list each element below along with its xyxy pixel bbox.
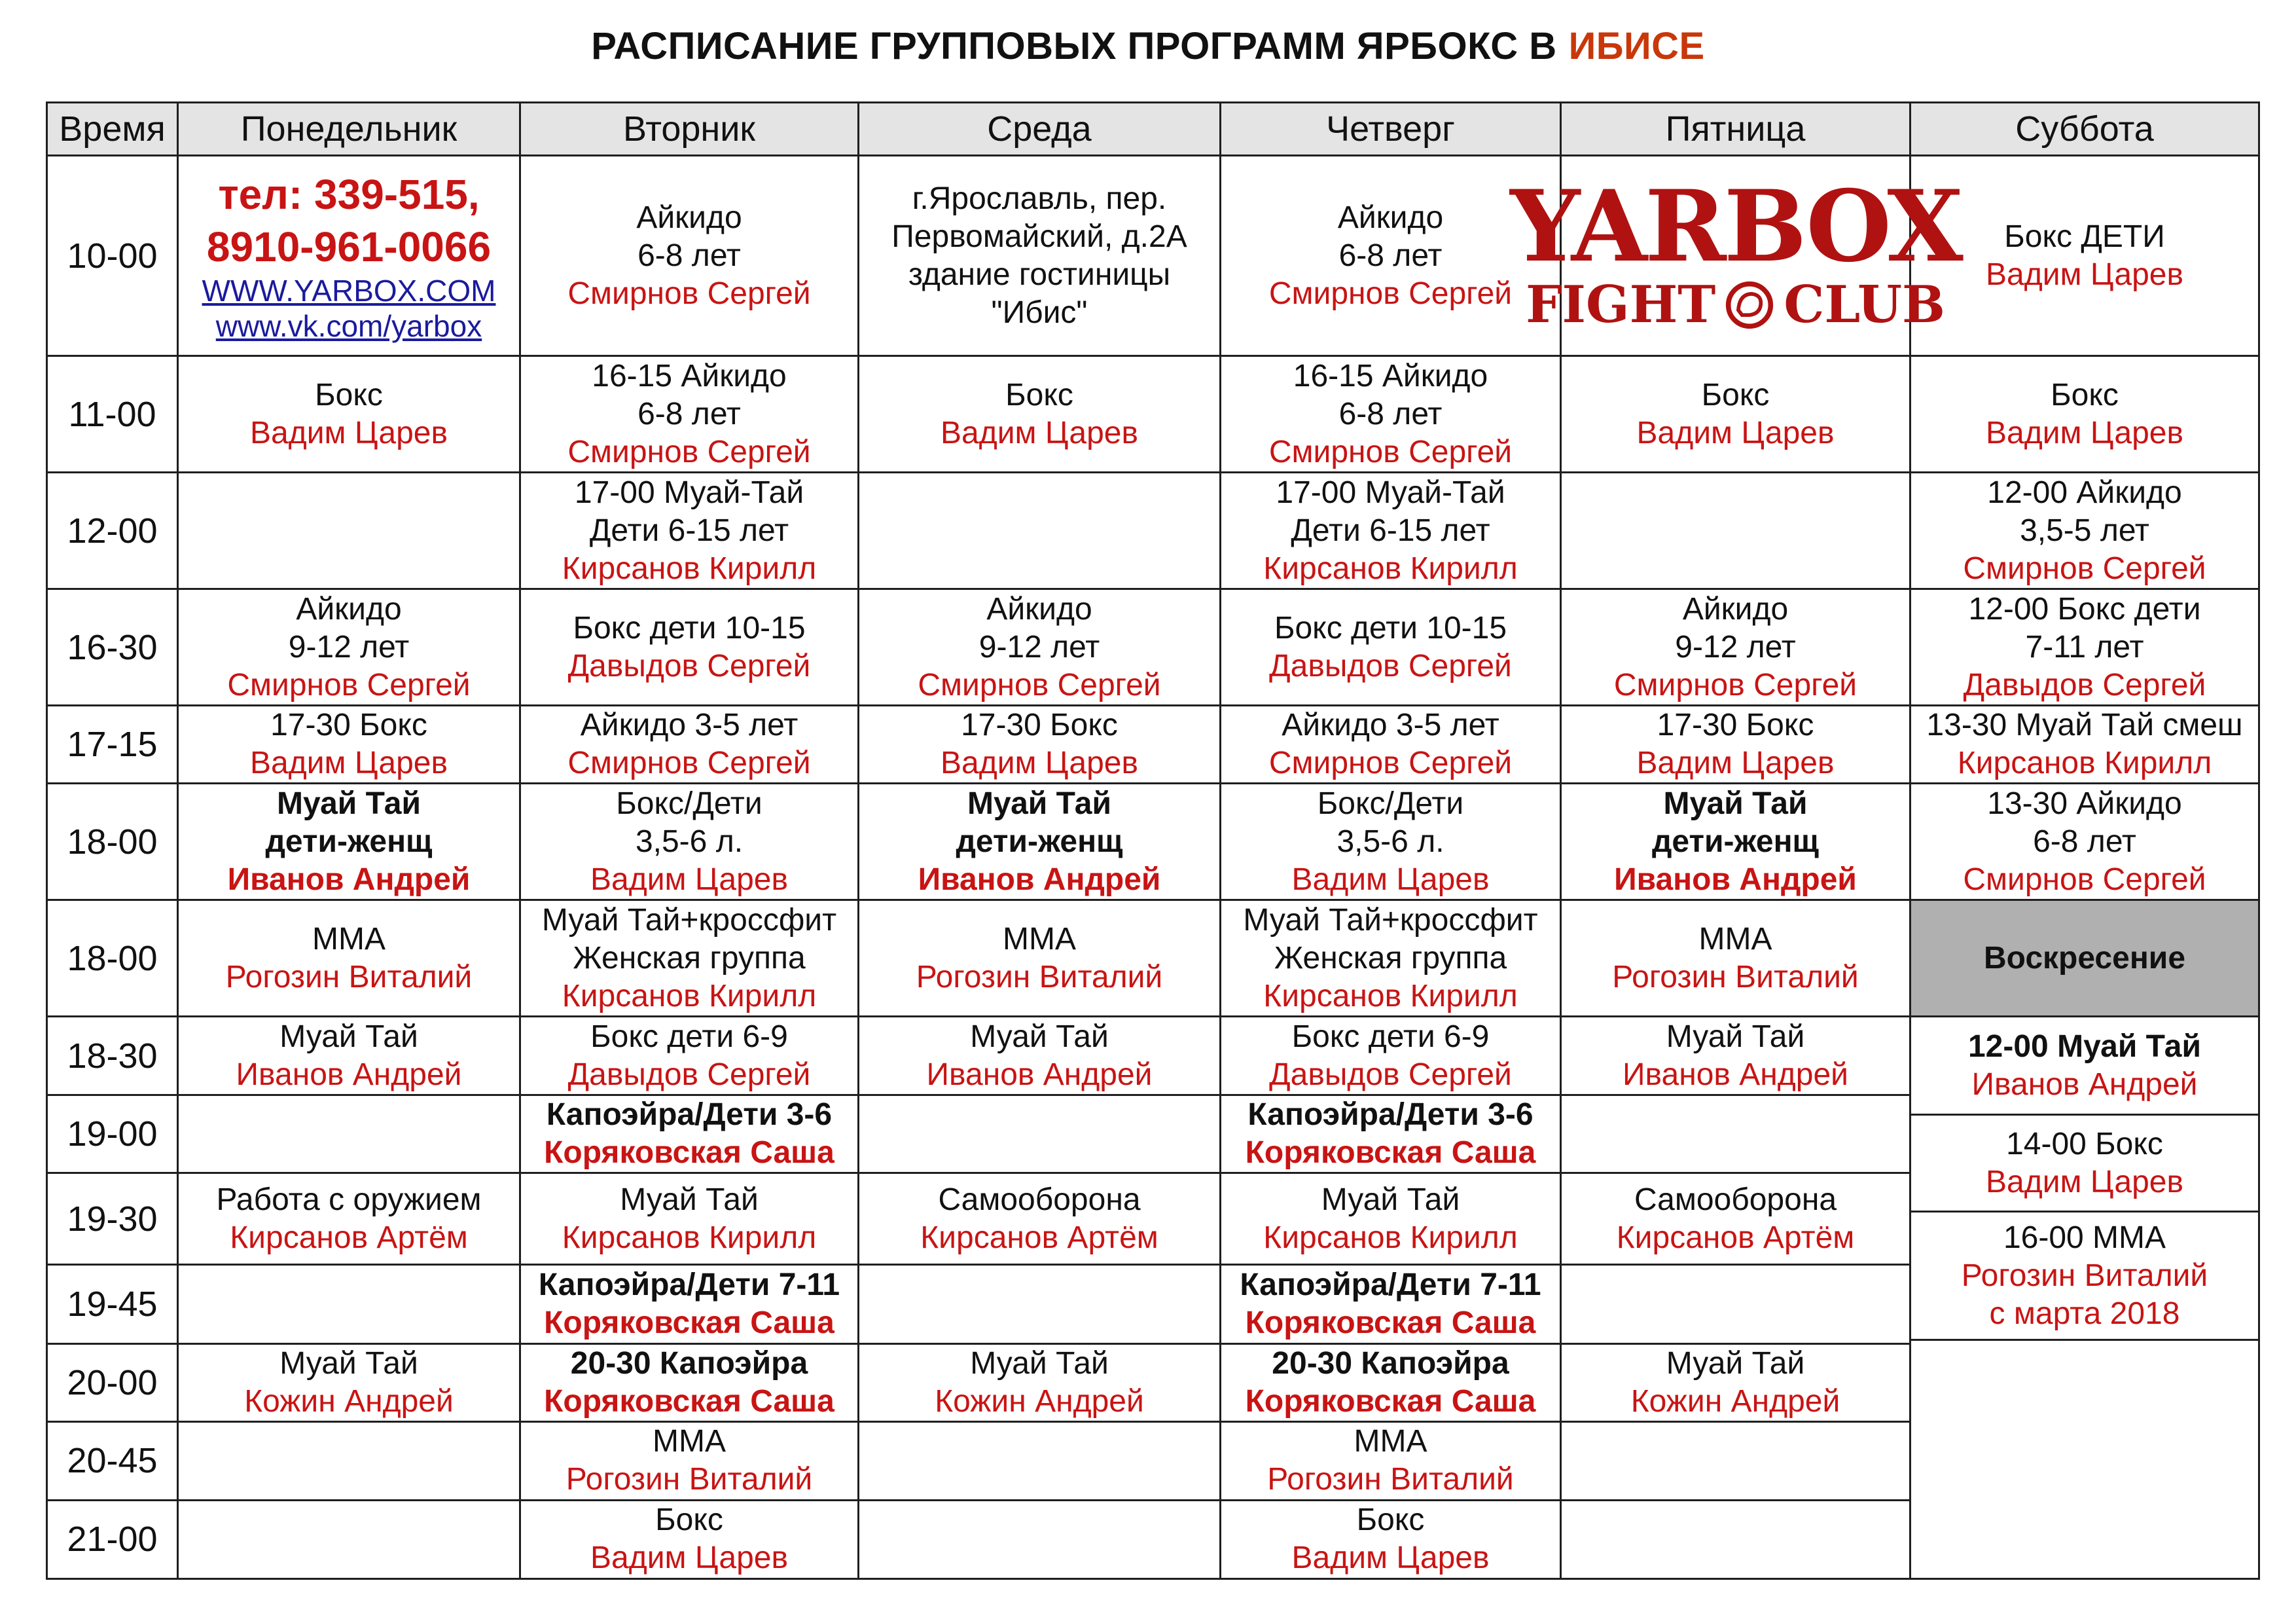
schedule-cell-thu — [1221, 356, 1561, 473]
schedule-cell-thu — [1221, 1017, 1561, 1095]
trainer-name: Давыдов Сергей — [567, 648, 811, 684]
header-monday: Понедельник — [178, 103, 520, 156]
class-text: Дети 6-15 лет — [589, 513, 789, 548]
trainer-name: Коряковская Саша — [1245, 1135, 1536, 1171]
trainer-name: Вадим Царев — [1636, 415, 1835, 450]
class-text: Айкидо — [296, 591, 402, 627]
class-text: ММА — [1354, 1424, 1427, 1459]
class-text: Бокс дети 10-15 — [573, 610, 806, 646]
trainer-name: Смирнов Сергей — [227, 667, 471, 702]
schedule-cell-mon — [178, 1343, 520, 1421]
schedule-cell-tue — [520, 1421, 859, 1500]
trainer-name: Рогозин Виталий — [225, 959, 473, 994]
phone-text: 8910-961-0066 — [206, 223, 492, 270]
class-text: 6-8 лет — [1338, 396, 1443, 431]
class-text: Бокс — [315, 377, 383, 412]
trainer-name: Коряковская Саша — [544, 1383, 834, 1419]
class-text: Муай Тай — [620, 1182, 759, 1217]
schedule-cell-tue — [520, 1500, 859, 1578]
class-text: Муай Тай — [277, 786, 421, 821]
schedule-cell-tue — [520, 1095, 859, 1173]
schedule-cell-fri — [1561, 1017, 1910, 1095]
time-cell: 10-00 — [47, 156, 178, 356]
schedule-cell-thu — [1221, 784, 1561, 900]
schedule-cell-tue — [520, 900, 859, 1017]
schedule-cell-thu — [1221, 473, 1561, 589]
time-cell: 21-00 — [47, 1500, 178, 1578]
time-cell: 11-00 — [47, 356, 178, 473]
trainer-name: Вадим Царев — [1291, 1541, 1490, 1576]
schedule-row — [47, 473, 2259, 589]
schedule-cell-thu — [1221, 589, 1561, 706]
schedule-row — [47, 706, 2259, 784]
class-text: Дети 6-15 лет — [1291, 513, 1490, 548]
schedule-cell-wed — [859, 1017, 1221, 1095]
time-cell: 20-45 — [47, 1421, 178, 1500]
trainer-name: Вадим Царев — [940, 415, 1138, 450]
trainer-name: Иванов Андрей — [918, 862, 1161, 897]
trainer-name: Вадим Царев — [590, 862, 788, 897]
class-text: Муай Тай — [970, 1019, 1109, 1054]
trainer-name: Давыдов Сергей — [567, 1057, 811, 1092]
trainer-name: Кирсанов Кирилл — [562, 551, 817, 586]
class-text: Бокс — [1356, 1503, 1425, 1538]
sunday-schedule-cell — [1910, 1017, 2259, 1579]
trainer-name: Вадим Царев — [1291, 862, 1490, 897]
header-wednesday: Среда — [859, 103, 1221, 156]
contact-cell — [178, 156, 520, 356]
phone-text: тел: 339-515, — [218, 170, 480, 218]
trainer-name: Вадим Царев — [1985, 257, 2183, 292]
sunday-label: Воскресение — [1983, 940, 2186, 976]
schedule-cell-tue — [520, 706, 859, 784]
class-text: Муай Тай+кроссфит — [541, 902, 837, 938]
class-text: Самооборона — [1634, 1182, 1837, 1217]
schedule-cell-sat — [1910, 784, 2259, 900]
schedule-cell-wed — [859, 784, 1221, 900]
schedule-cell-fri — [1561, 784, 1910, 900]
schedule-cell-fri — [1561, 589, 1910, 706]
class-text: Бокс дети 6-9 — [590, 1019, 788, 1054]
sunday-item — [1911, 1017, 2258, 1116]
page-title — [0, 0, 2296, 92]
class-text: 12-00 Бокс дети — [1968, 591, 2201, 627]
header-tuesday: Вторник — [520, 103, 859, 156]
schedule-cell-mon — [178, 784, 520, 900]
class-text: 16-15 Айкидо — [592, 358, 787, 393]
class-text: 13-30 Муай Тай смеш — [1926, 708, 2243, 742]
schedule-cell-fri — [1561, 1265, 1910, 1343]
class-text: 16-15 Айкидо — [1293, 358, 1488, 393]
schedule-cell-wed — [859, 1173, 1221, 1265]
schedule-cell-thu — [1221, 1265, 1561, 1343]
class-text: Айкидо — [1337, 200, 1444, 235]
trainer-name: Кирсанов Кирилл — [1263, 1220, 1518, 1255]
schedule-cell-tue — [520, 1343, 859, 1421]
class-text: ММА — [653, 1424, 726, 1459]
schedule-cell-mon — [178, 900, 520, 1017]
title-main: РАСПИСАНИЕ ГРУППОВЫХ ПРОГРАММ ЯРБОКС В — [591, 24, 1557, 67]
schedule-row — [47, 156, 2259, 356]
trainer-name: Кожин Андрей — [935, 1383, 1144, 1419]
class-text: Бокс дети 10-15 — [1274, 610, 1507, 646]
schedule-table — [46, 101, 2260, 1580]
class-text: 3,5-6 л. — [635, 824, 744, 859]
schedule-row — [47, 1017, 2259, 1095]
class-text: 6-8 лет — [2033, 824, 2136, 859]
trainer-name: Смирнов Сергей — [1963, 862, 2206, 897]
class-text: 16-00 ММА — [2003, 1220, 2166, 1255]
sunday-header-cell — [1910, 900, 2259, 1017]
trainer-name: Рогозин Виталий — [916, 959, 1163, 994]
class-text: Работа с оружием — [216, 1182, 482, 1217]
class-text: Капоэйра/Дети 7-11 — [1240, 1267, 1541, 1302]
schedule-cell-fri — [1561, 356, 1910, 473]
class-text: Муай Тай — [1321, 1182, 1460, 1217]
trainer-name: Смирнов Сергей — [1268, 746, 1513, 780]
class-text: Капоэйра/Дети 3-6 — [1247, 1097, 1534, 1133]
schedule-cell-mon — [178, 356, 520, 473]
class-text: Муай Тай — [1663, 786, 1808, 821]
header-row — [47, 103, 2259, 156]
class-text: Капоэйра/Дети 7-11 — [538, 1267, 840, 1302]
schedule-cell-mon — [178, 1265, 520, 1343]
address-line: г.Ярославль, пер. — [912, 181, 1167, 216]
time-cell: 18-00 — [47, 784, 178, 900]
schedule-cell-mon — [178, 1095, 520, 1173]
class-text: Муай Тай — [967, 786, 1111, 821]
class-text: ММА — [312, 921, 386, 957]
class-text: Бокс/Дети — [616, 786, 762, 821]
class-text: Бокс — [655, 1503, 723, 1538]
header-thursday: Четверг — [1221, 103, 1561, 156]
schedule-row — [47, 900, 2259, 1017]
trainer-name: Смирнов Сергей — [1963, 551, 2206, 586]
schedule-cell-fri — [1561, 473, 1910, 589]
trainer-name: Рогозин Виталий — [1961, 1258, 2208, 1293]
class-text: Муай Тай — [279, 1345, 418, 1381]
trainer-name: Смирнов Сергей — [567, 276, 811, 311]
schedule-cell-thu — [1221, 1500, 1561, 1578]
time-cell: 19-45 — [47, 1265, 178, 1343]
trainer-name: Вадим Царев — [1636, 746, 1835, 780]
time-cell: 18-00 — [47, 900, 178, 1017]
class-text: 7-11 лет — [2025, 629, 2144, 665]
address-line: здание гостиницы — [908, 257, 1171, 292]
trainer-name: Смирнов Сергей — [567, 434, 811, 469]
yarbox-logo — [1510, 168, 1961, 335]
class-text: 13-30 Айкидо — [1987, 786, 2182, 821]
schedule-row — [47, 784, 2259, 900]
time-cell: 18-30 — [47, 1017, 178, 1095]
class-text: 6-8 лет — [637, 238, 741, 273]
class-text: 6-8 лет — [637, 396, 741, 431]
boxing-glove-icon — [1725, 280, 1774, 330]
class-text: Бокс/Дети — [1317, 786, 1464, 821]
schedule-cell-mon — [178, 1421, 520, 1500]
class-text: Женская группа — [573, 940, 806, 976]
trainer-name: Иванов Андрей — [1614, 862, 1857, 897]
class-text: дети-женщ — [1651, 824, 1820, 859]
class-text: 17-30 Бокс — [1657, 708, 1814, 742]
trainer-name: Кирсанов Артём — [920, 1220, 1158, 1255]
trainer-name: Иванов Андрей — [236, 1057, 462, 1092]
class-text: Бокс — [2051, 377, 2119, 412]
schedule-cell-tue — [520, 473, 859, 589]
logo-wordmark: YARBOX — [1510, 168, 1961, 284]
class-text: Капоэйра/Дети 3-6 — [546, 1097, 833, 1133]
schedule-cell-thu — [1221, 1095, 1561, 1173]
class-text: 9-12 лет — [978, 629, 1100, 665]
sunday-list — [1911, 1017, 2258, 1578]
schedule-cell-tue — [520, 1265, 859, 1343]
time-cell: 19-00 — [47, 1095, 178, 1173]
class-text: Муай Тай+кроссфит — [1243, 902, 1538, 938]
logo-club: CLUB — [1784, 274, 1945, 335]
class-text: 9-12 лет — [288, 629, 410, 665]
trainer-name: Рогозин Виталий — [1612, 959, 1859, 994]
trainer-name: Коряковская Саша — [1245, 1383, 1536, 1419]
schedule-cell-tue — [520, 156, 859, 356]
class-text: Айкидо 3-5 лет — [580, 708, 798, 742]
class-text: Айкидо — [636, 200, 742, 235]
schedule-cell-fri — [1561, 1421, 1910, 1500]
class-text: 12-00 Муай Тай — [1967, 1029, 2201, 1064]
schedule-cell-fri — [1561, 1500, 1910, 1578]
address-line: Первомайский, д.2А — [891, 219, 1187, 254]
class-text: ММА — [1698, 921, 1772, 957]
trainer-name: Вадим Царев — [249, 746, 448, 780]
time-cell: 20-00 — [47, 1343, 178, 1421]
class-text: Муай Тай — [1666, 1019, 1805, 1054]
schedule-cell-wed — [859, 1265, 1221, 1343]
schedule-cell-wed — [859, 1500, 1221, 1578]
trainer-name: Вадим Царев — [1985, 415, 2183, 450]
class-text: дети-женщ — [956, 824, 1123, 859]
trainer-name: Вадим Царев — [940, 746, 1138, 780]
schedule-cell-thu — [1221, 1173, 1561, 1265]
class-text: Муай Тай — [970, 1345, 1109, 1381]
class-text: Айкидо 3-5 лет — [1282, 708, 1499, 742]
trainer-name: Давыдов Сергей — [1269, 648, 1512, 684]
schedule-cell-mon — [178, 706, 520, 784]
class-text: Айкидо — [986, 591, 1092, 627]
class-text: 20-30 Капоэйра — [1272, 1345, 1509, 1381]
class-text: 6-8 лет — [1338, 238, 1443, 273]
schedule-cell-tue — [520, 784, 859, 900]
time-cell: 12-00 — [47, 473, 178, 589]
logo-cell — [1510, 156, 1961, 356]
trainer-name: Кирсанов Кирилл — [1263, 978, 1518, 1013]
class-text: 14-00 Бокс — [2006, 1126, 2163, 1161]
trainer-name: Коряковская Саша — [544, 1305, 834, 1340]
schedule-cell-fri — [1561, 1095, 1910, 1173]
address-cell — [859, 156, 1221, 356]
class-text: Женская группа — [1274, 940, 1507, 976]
trainer-name: Кирсанов Артём — [1616, 1220, 1855, 1255]
trainer-name: Иванов Андрей — [926, 1057, 1153, 1092]
class-text: 9-12 лет — [1675, 629, 1796, 665]
schedule-cell-sat — [1910, 356, 2259, 473]
sunday-item — [1911, 1213, 2258, 1341]
header-friday: Пятница — [1561, 103, 1910, 156]
schedule-cell-wed — [859, 900, 1221, 1017]
trainer-name: Коряковская Саша — [1245, 1305, 1536, 1340]
class-text: Самооборона — [938, 1182, 1141, 1217]
class-text: 20-30 Капоэйра — [570, 1345, 808, 1381]
sunday-item — [1911, 1116, 2258, 1213]
schedule-row — [47, 356, 2259, 473]
schedule-cell-wed — [859, 706, 1221, 784]
trainer-name: Давыдов Сергей — [1269, 1057, 1512, 1092]
header-saturday: Суббота — [1910, 103, 2259, 156]
title-accent: ИБИСЕ — [1568, 24, 1705, 67]
time-cell: 17-15 — [47, 706, 178, 784]
class-text: Бокс дети 6-9 — [1291, 1019, 1490, 1054]
schedule-cell-fri — [1561, 900, 1910, 1017]
trainer-name: с марта 2018 — [1989, 1296, 2180, 1331]
schedule-cell-tue — [520, 1017, 859, 1095]
schedule-cell-thu — [1221, 900, 1561, 1017]
website-link[interactable]: WWW.YARBOX.COM — [202, 273, 496, 308]
trainer-name: Давыдов Сергей — [1963, 667, 2206, 702]
schedule-cell-tue — [520, 356, 859, 473]
trainer-name: Иванов Андрей — [1971, 1067, 2198, 1102]
vk-link[interactable]: www.vk.com/yarbox — [215, 308, 482, 343]
trainer-name: Кирсанов Кирилл — [562, 978, 817, 1013]
schedule-cell-tue — [520, 589, 859, 706]
schedule-cell-fri — [1561, 1343, 1910, 1421]
class-text: ММА — [1003, 921, 1076, 957]
schedule-cell-mon — [178, 473, 520, 589]
schedule-cell-mon — [178, 1500, 520, 1578]
schedule-cell-wed — [859, 473, 1221, 589]
schedule-cell-thu — [1221, 1421, 1561, 1500]
trainer-name: Вадим Царев — [249, 415, 448, 450]
schedule-cell-tue — [520, 1173, 859, 1265]
address-line: "Ибис" — [991, 295, 1088, 330]
schedule-cell-mon — [178, 589, 520, 706]
trainer-name: Кожин Андрей — [244, 1383, 454, 1419]
trainer-name: Кирсанов Кирилл — [1957, 746, 2212, 780]
class-text: 3,5-6 л. — [1336, 824, 1444, 859]
schedule-cell-wed — [859, 356, 1221, 473]
class-text: 3,5-5 лет — [2020, 513, 2149, 548]
class-text: Муай Тай — [279, 1019, 418, 1054]
trainer-name: Вадим Царев — [590, 1541, 788, 1576]
trainer-name: Смирнов Сергей — [1268, 276, 1513, 311]
trainer-name: Кирсанов Кирилл — [1263, 551, 1518, 586]
schedule-cell-sat — [1910, 156, 2259, 356]
trainer-name: Смирнов Сергей — [1268, 434, 1513, 469]
schedule-cell-sat — [1910, 589, 2259, 706]
trainer-name: Вадим Царев — [1985, 1164, 2183, 1199]
time-cell: 16-30 — [47, 589, 178, 706]
class-text: Муай Тай — [1666, 1345, 1805, 1381]
class-text: Бокс ДЕТИ — [2004, 219, 2165, 254]
trainer-name: Иванов Андрей — [1623, 1057, 1848, 1092]
schedule-cell-thu — [1221, 706, 1561, 784]
trainer-name: Смирнов Сергей — [918, 667, 1161, 702]
class-text: 17-30 Бокс — [270, 708, 427, 742]
header-time: Время — [47, 103, 178, 156]
trainer-name: Кирсанов Кирилл — [562, 1220, 817, 1255]
schedule-cell-wed — [859, 1343, 1221, 1421]
logo-fight: FIGHT — [1526, 274, 1716, 335]
schedule-cell-mon — [178, 1017, 520, 1095]
schedule-cell-fri — [1561, 706, 1910, 784]
trainer-name: Смирнов Сергей — [1613, 667, 1857, 702]
trainer-name: Кожин Андрей — [1630, 1383, 1840, 1419]
sunday-item — [1911, 1341, 2258, 1578]
trainer-name: Коряковская Саша — [544, 1135, 834, 1171]
class-text: 12-00 Айкидо — [1987, 475, 2182, 510]
schedule-cell-wed — [859, 1421, 1221, 1500]
schedule-cell-fri — [1561, 1173, 1910, 1265]
trainer-name: Рогозин Виталий — [565, 1462, 813, 1497]
trainer-name: Иванов Андрей — [227, 862, 471, 897]
class-text: Айкидо — [1682, 591, 1789, 627]
class-text: дети-женщ — [265, 824, 433, 859]
schedule-cell-sat — [1910, 473, 2259, 589]
schedule-row — [47, 589, 2259, 706]
logo-subline — [1526, 276, 1945, 335]
schedule-cell-wed — [859, 1095, 1221, 1173]
class-text: Бокс — [1701, 377, 1770, 412]
schedule-cell-sat — [1910, 706, 2259, 784]
class-text: 17-00 Муай-Тай — [574, 475, 804, 510]
schedule-cell-thu — [1221, 1343, 1561, 1421]
class-text: 17-30 Бокс — [961, 708, 1118, 742]
trainer-name: Кирсанов Артём — [230, 1220, 468, 1255]
class-text: Бокс — [1005, 377, 1073, 412]
trainer-name: Рогозин Виталий — [1267, 1462, 1514, 1497]
trainer-name: Смирнов Сергей — [567, 746, 811, 780]
schedule-cell-wed — [859, 589, 1221, 706]
class-text: 17-00 Муай-Тай — [1276, 475, 1505, 510]
schedule-cell-mon — [178, 1173, 520, 1265]
time-cell: 19-30 — [47, 1173, 178, 1265]
